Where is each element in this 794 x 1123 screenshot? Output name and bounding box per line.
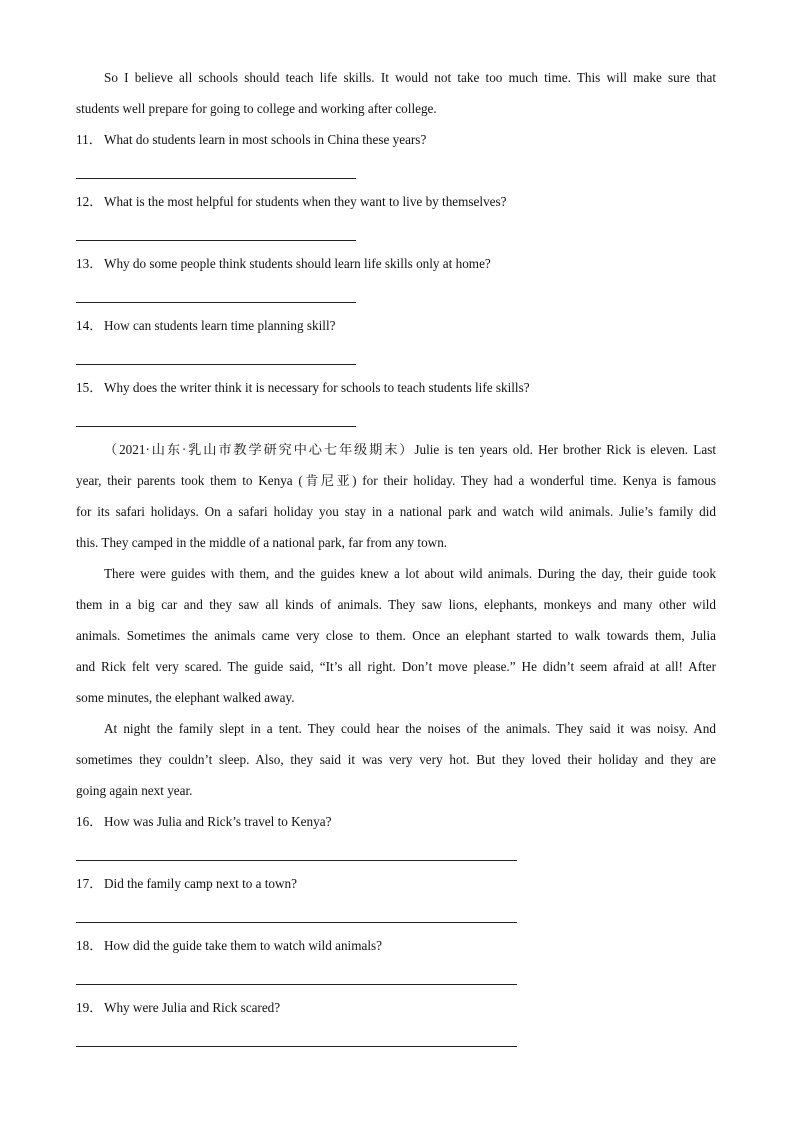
passage-line: There were guides with them, and the guides knew a lot about wild animals. During the day, their guide took: [104, 566, 716, 581]
question-16: [76, 806, 716, 868]
question-text: What is the most helpful for students when they want to live by themselves?: [104, 194, 507, 209]
question-text: Why were Julia and Rick scared?: [104, 1000, 281, 1015]
question-group-1: [76, 124, 716, 434]
answer-line: [76, 240, 356, 241]
question-prompt: [76, 930, 716, 961]
question-number: 12．: [76, 194, 103, 209]
answer-line: [76, 364, 356, 365]
question-text: Why does the writer think it is necessary for schools to teach students life skills?: [104, 380, 530, 395]
question-15: [76, 372, 716, 434]
question-18: [76, 930, 716, 992]
passage-line: this. They camped in the middle of a national park, far from any town.: [76, 535, 448, 550]
answer-line: [76, 426, 356, 427]
question-number: 14．: [76, 318, 103, 333]
passage-line: At night the family slept in a tent. They could hear the noises of the animals. They said it was noisy. And: [104, 721, 716, 736]
answer-line: [76, 984, 517, 985]
question-prompt: [76, 868, 716, 899]
question-prompt: [76, 806, 716, 837]
answer-line: [76, 1046, 517, 1047]
answer-blank[interactable]: [76, 279, 716, 310]
question-14: [76, 310, 716, 372]
passage-line: them in a big car and they saw all kinds of animals. They saw lions, elephants, monkeys and many other wild: [76, 597, 716, 612]
question-number: 16．: [76, 814, 103, 829]
passage-line: year, their parents took them to Kenya (肯尼亚) for their holiday. They had a wonderful time. Kenya is famous: [76, 473, 716, 488]
question-prompt: [76, 372, 716, 403]
passage-line: sometimes they couldn’t sleep. Also, they said it was very very hot. But they loved their holiday and they are: [76, 752, 716, 767]
question-text: How was Julia and Rick’s travel to Kenya?: [104, 814, 332, 829]
question-prompt: [76, 248, 716, 279]
question-11: [76, 124, 716, 186]
passage-paragraph: [76, 434, 716, 558]
answer-line: [76, 860, 517, 861]
question-text: What do students learn in most schools in China these years?: [104, 132, 427, 147]
question-number: 19．: [76, 1000, 103, 1015]
answer-blank[interactable]: [76, 217, 716, 248]
question-number: 15．: [76, 380, 103, 395]
passage-line: for its safari holidays. On a safari holiday you stay in a national park and watch wild animals. Julie’s family did: [76, 504, 716, 519]
question-number: 17．: [76, 876, 103, 891]
passage-line: students well prepare for going to college and working after college.: [76, 101, 437, 116]
question-group-2: [76, 806, 716, 1054]
answer-blank[interactable]: [76, 1023, 716, 1054]
question-17: [76, 868, 716, 930]
answer-blank[interactable]: [76, 341, 716, 372]
question-prompt: [76, 124, 716, 155]
question-text: Did the family camp next to a town?: [104, 876, 297, 891]
passage-line: going again next year.: [76, 783, 193, 798]
passage-line: animals. Sometimes the animals came very close to them. Once an elephant started to walk towards them, Julia: [76, 628, 716, 643]
question-prompt: [76, 186, 716, 217]
question-text: How can students learn time planning skill?: [104, 318, 336, 333]
passage-paragraph: [76, 558, 716, 713]
question-prompt: [76, 310, 716, 341]
question-number: 11．: [76, 132, 102, 147]
passage-line: （2021·山东·乳山市教学研究中心七年级期末）Julie is ten years old. Her brother Rick is eleven. Last: [104, 442, 716, 457]
passage-1-conclusion: [76, 62, 716, 124]
question-number: 18．: [76, 938, 103, 953]
answer-blank[interactable]: [76, 899, 716, 930]
answer-line: [76, 302, 356, 303]
question-number: 13．: [76, 256, 103, 271]
question-19: [76, 992, 716, 1054]
passage-line: So I believe all schools should teach life skills. It would not take too much time. This will make sure that: [104, 70, 716, 85]
answer-line: [76, 922, 517, 923]
answer-blank[interactable]: [76, 155, 716, 186]
passage-2: [76, 434, 716, 806]
worksheet-page: [76, 62, 716, 1054]
passage-line: and Rick felt very scared. The guide said, “It’s all right. Don’t move please.” He didn’t seem afraid at all! After: [76, 659, 716, 674]
answer-blank[interactable]: [76, 961, 716, 992]
answer-line: [76, 178, 356, 179]
answer-blank[interactable]: [76, 837, 716, 868]
question-text: How did the guide take them to watch wild animals?: [104, 938, 382, 953]
question-text: Why do some people think students should learn life skills only at home?: [104, 256, 491, 271]
question-prompt: [76, 992, 716, 1023]
question-12: [76, 186, 716, 248]
question-13: [76, 248, 716, 310]
answer-blank[interactable]: [76, 403, 716, 434]
passage-line: some minutes, the elephant walked away.: [76, 690, 295, 705]
passage-paragraph: [76, 713, 716, 806]
